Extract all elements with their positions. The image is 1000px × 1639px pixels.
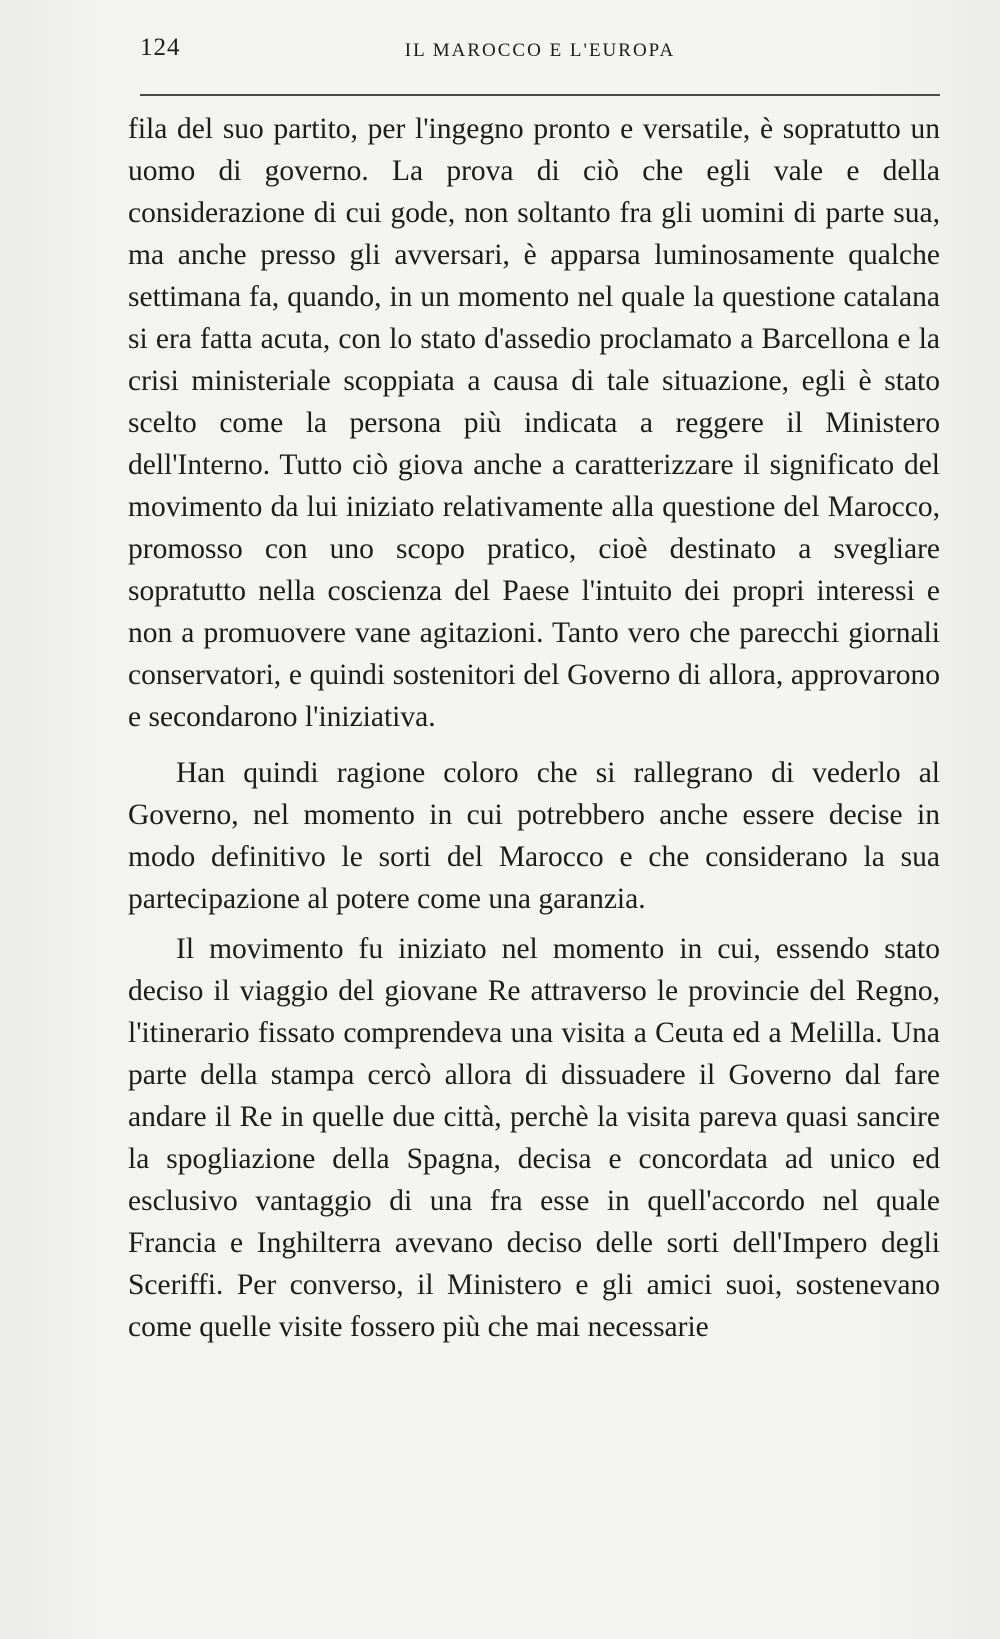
paragraph: Il movimento fu iniziato nel momento in cui, essendo stato deciso il viaggio del giovane Re attraverso le provincie del Regno, l'itinerario fissato comprendeva una visita a Ceuta ed a Melilla. Una parte della stampa cercò allora di dissuadere il Governo dal fare andare il Re in quelle due città, perchè la visita pareva quasi sancire la spogliazione della Spagna, decisa e concordata ad unico ed esclusivo vantaggio di una fra esse in quell'accordo nel quale Francia e Inghilterra avevano deciso delle sorti dell'Impero degli Sceriffi. Per converso, il Ministero e gli amici suoi, sostenevano come quelle visite fossero più che mai necessarie: [128, 933, 940, 1343]
paragraph-continuation: fila del suo partito, per l'ingegno pronto e versatile, è sopratutto un uomo di governo. La prova di ciò che egli vale e della considerazione di cui gode, non soltanto fra gli uomini di parte sua, ma anche presso gli avversari, è apparsa luminosamente qualche settimana fa, quando, in un momento nel quale la questione catalana si era fatta acuta, con lo stato d'assedio proclamato a Barcellona e la crisi ministeriale scoppiata a causa di tale situazione, egli è stato scelto come la persona più indicata a reggere il Ministero dell'Interno. Tutto ciò giova anche a caratterizzare il significato del movimento da lui iniziato relativamente alla questione del Marocco, promosso con uno scopo pratico, cioè destinato a svegliare sopratutto nella coscienza del Paese l'intuito dei propri interessi e non a promuovere vane agitazioni. Tanto vero che parecchi giornali conservatori, e quindi sostenitori del Governo di allora, approvarono e secondarono l'iniziativa.: [128, 113, 940, 733]
header-rule: [140, 94, 940, 96]
page-body: [128, 108, 940, 1348]
running-title: IL MAROCCO E L'EUROPA: [404, 40, 676, 61]
paragraph: Han quindi ragione coloro che si rallegrano di vederlo al Governo, nel momento in cui potrebbero anche essere decise in modo definitivo le sorti del Marocco e che considerano la sua partecipazione al potere come una garanzia.: [128, 757, 940, 915]
page-number: 124: [140, 34, 181, 61]
page-header: [140, 30, 940, 90]
